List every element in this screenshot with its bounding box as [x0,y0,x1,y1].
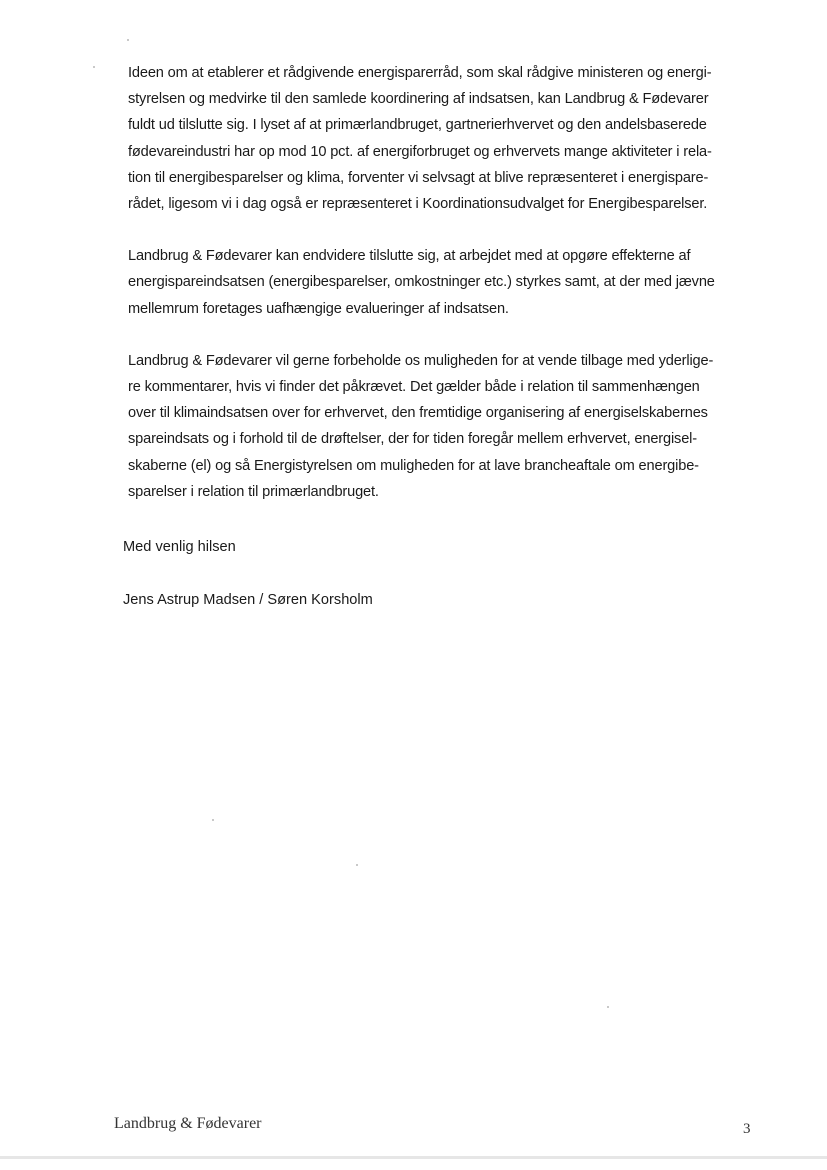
scan-speck [93,66,95,68]
text-line: styrelsen og medvirke til den samlede koordinering af indsatsen, kan Landbrug & Fødevarer [128,91,709,108]
page-number: 3 [743,1121,751,1137]
text-line: Landbrug & Fødevarer kan endvidere tilslutte sig, at arbejdet med at opgøre effekterne af [128,248,691,265]
scan-speck [607,1006,609,1008]
text-line: mellemrum foretages uafhængige evalueringer af indsatsen. [128,300,509,317]
letter-body [128,60,758,531]
text-line: rådet, ligesom vi i dag også er repræsenteret i Koordinationsudvalget for Energibesparelser. [128,196,708,213]
text-line: skaberne (el) og så Energistyrelsen om muligheden for at lave brancheaftale om energibe- [128,457,699,474]
text-line: tion til energibesparelser og klima, forventer vi selvsagt at blive repræsenteret i energispare- [128,169,709,186]
text-line: fuldt ud tilslutte sig. I lyset af at primærlandbruget, gartnerierhvervet og den andelsbaserede [128,117,707,134]
paragraph-energy-council [128,60,758,217]
scan-speck [127,39,129,41]
footer-organization: Landbrug & Fødevarer [114,1115,262,1132]
text-line: re kommentarer, hvis vi finder det påkrævet. Det gælder både i relation til sammenhængen [128,379,700,396]
text-line: over til klimaindsatsen over for erhvervet, den fremtidige organisering af energiselskabernes [128,405,708,422]
scan-edge-divider [0,1156,827,1159]
signature-names: Jens Astrup Madsen / Søren Korsholm [123,592,373,608]
paragraph-evaluation [128,243,758,322]
text-line: energispareindsatsen (energibesparelser, omkostninger etc.) styrkes samt, at der med jævne [128,274,715,291]
scan-speck [212,819,214,821]
text-line: Landbrug & Fødevarer vil gerne forbeholde os muligheden for at vende tilbage med yderlige- [128,352,714,369]
paragraph-reservation [128,348,758,505]
text-line: sparelser i relation til primærlandbruget. [128,483,379,500]
closing-salutation: Med venlig hilsen [123,539,236,555]
text-line: Ideen om at etablerer et rådgivende energisparerråd, som skal rådgive ministeren og energi- [128,65,712,81]
text-line: spareindsats og i forhold til de drøftelser, der for tiden foregår mellem erhvervet, energisel- [128,431,697,448]
scan-speck [356,864,358,866]
text-line: fødevareindustri har op mod 10 pct. af energiforbruget og erhvervets mange aktiviteter i rela- [128,143,712,160]
